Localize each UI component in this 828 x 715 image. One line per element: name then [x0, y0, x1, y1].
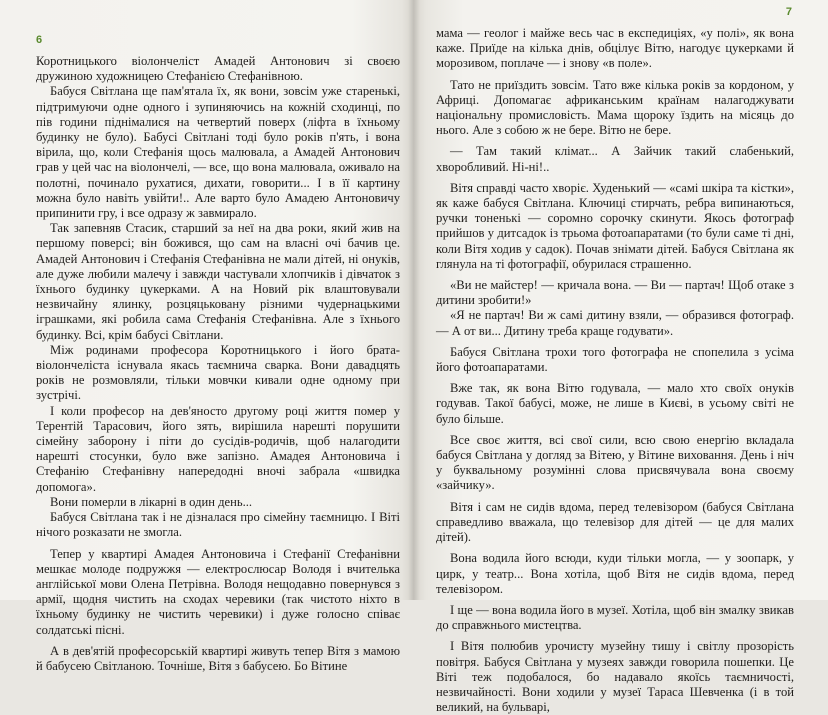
paragraph: — Там такий клімат... А Зайчик такий слабенький, хворобливий. Ні-ні!..: [436, 144, 794, 174]
paragraph: А в дев'ятій професорській квартирі живуть тепер Вітя з мамою й бабусею Світланою. Точніше, Вітя з бабусею. Бо Вітине: [36, 643, 400, 673]
paragraph: Бабуся Світлана так і не дізналася про сімейну таємницю. І Віті нічого розказати не змогла.: [36, 510, 400, 540]
paragraph: І ще — вона водила його в музеї. Хотіла, щоб він змалку звикав до справжнього мистецтва.: [436, 602, 794, 633]
paragraph: «Ви не майстер! — кричала вона. — Ви — партач! Щоб отаке з дитини зробити!»: [436, 278, 794, 308]
right-page-text: [436, 26, 794, 715]
left-page: [0, 0, 414, 673]
paragraph: Між родинами професора Коротницького і його брата-віолончеліста існувала якась таємнича сварка. Вони давадцять років не розмовляли, тільки мовчки кивали одне одному при зустрічі.: [36, 342, 400, 403]
paragraph: Все своє життя, всі свої сили, всю свою енергію вкладала бабуся Світлана у догляд за Вітею, у Вітине виховання. День і ніч у буквальному розумінні слова присвячувала вона своєму «зайчику».: [436, 432, 794, 493]
left-page-text: [36, 54, 400, 674]
paragraph: Тепер у квартирі Амадея Антоновича і Стефанії Стефанівни мешкає молоде подружжя — електрослюсар Володя і вчителька англійської мови Олена Петрівна. Володя нещодавно повернувся з армії, щодня чистить на сходах черевики (так чистото ніхто в їхньому будинку не чистить черевики) і дуже голосно співає солдатські пісні.: [36, 546, 400, 637]
paragraph: Вітя справді часто хворіє. Худенький — «самі шкіра та кістки», як каже бабуся Світлана. Ключиці стирчать, ребра випинаються, ручки тоненькі — соромно сорочку скинути. Якось фотограф прийшов у дитсадок із трьома фотоапаратами (то були саме ті дні, коли Вітя ходив у садок). Почав знімати дітей. Бабуся Світлана як глянула на ті фотографії, обурилася страшенно.: [436, 180, 794, 271]
paragraph: Бабуся Світлана трохи того фотографа не спопелила з усіма його фотоапаратами.: [436, 344, 794, 375]
paragraph: Так запевняв Стасик, старший за неї на два роки, який жив на першому поверсі; він божився, що сам на власні очі бачив це. Амадей Антонович і Стефанія Стефанівна не мали дітей, ні онуків, але дуже любили малечу і завжди частували хлопчиків і дівчаток з їхнього будинку цукерками. А на Новий рік влаштовували незвичайну ялинку, розцяцьковану різними чудернацькими іграшками, які робила сама Стефанія Стефанівна. Але з їхнього будинку. Всі, крім бабусі Світлани.: [36, 221, 400, 342]
paragraph: Тато не приїздить зовсім. Тато вже кілька років за кордоном, у Африці. Допомагає африканським країнам налагоджувати національну промисловість. Мама щороку їздить на місяць до нього. Але з собою ж не бере. Вітю не бере.: [436, 77, 794, 138]
page-number: 6: [36, 34, 43, 46]
paragraph: «Я не партач! Ви ж самі дитину взяли, — образився фотограф. — А от ви... Дитину треба краще годувати».: [436, 308, 794, 338]
paragraph: Коротницького віолончеліст Амадей Антонович зі своєю дружиною художницею Стефанією Стефанівною.: [36, 54, 400, 84]
paragraph: Вже так, як вона Вітю годувала, — мало хто своїх онуків годував. Такої бабусі, може, не лише в Києві, в усьому світі не було більше.: [436, 381, 794, 426]
paragraph: мама — геолог і майже весь час в експедиціях, «у полі», як вона каже. Приїде на кілька днів, обцілує Вітю, нагодує цукерками й морозивом, поплаче — і знову «в поле».: [436, 26, 794, 71]
paragraph: І Вітя полюбив урочисту музейну тишу і світлу прозорість повітря. Бабуся Світлана у музеях завжди говорила пошепки. Це Віті теж подобалося, бо надавало якоїсь таємничості, незвичайності. Вони ходили у музеї Тараса Шевченка (і в той великий, на бульварі,: [436, 639, 794, 715]
right-page: [414, 0, 828, 715]
paragraph: Вона водила його всюди, куди тільки могла, — у зоопарк, у цирк, у театр... Вона хотіла, щоб Вітя не сидів вдома, перед телевізором.: [436, 551, 794, 596]
paragraph: І коли професор на дев'яносто другому році життя помер у Терентій Тарасович, його зять, вирішила нарешті порушити сімейну заборону і піти до сусідів-родичів, щоб налагодити нарешті стосунки, було вже запізно. Амадея Антоновича і Стефанію Стефанівну напередодні вночі забрала «швидка допомога».: [36, 403, 400, 494]
page-number: 7: [785, 6, 792, 18]
paragraph: Бабуся Світлана ще пам'ятала їх, як вони, зовсім уже старенькі, підтримуючи одне одного і зупиняючись на кожній сходинці, по пів години піднімалися на четвертий поверх (ліфта в їхньому будинку не було). Бабусі Світлані тоді було років п'ять, і вона вірила, що, коли Стефанія щось малювала, а Амадей Антонович грав у цей час на віолончелі, — все, що вона малювала, оживало на полотні, починало рухатися, дихати, говорити... І в її картину можна було навіть увійти!.. Але варто було Амадею Антоновичу припинити гру, і все одразу ж завмирало.: [36, 84, 400, 221]
paragraph: Вони померли в лікарні в один день...: [50, 494, 253, 509]
paragraph: Вітя і сам не сидів вдома, перед телевізором (бабуся Світлана справедливо вважала, що телевізор для дітей — це для малих дітей).: [436, 499, 794, 545]
